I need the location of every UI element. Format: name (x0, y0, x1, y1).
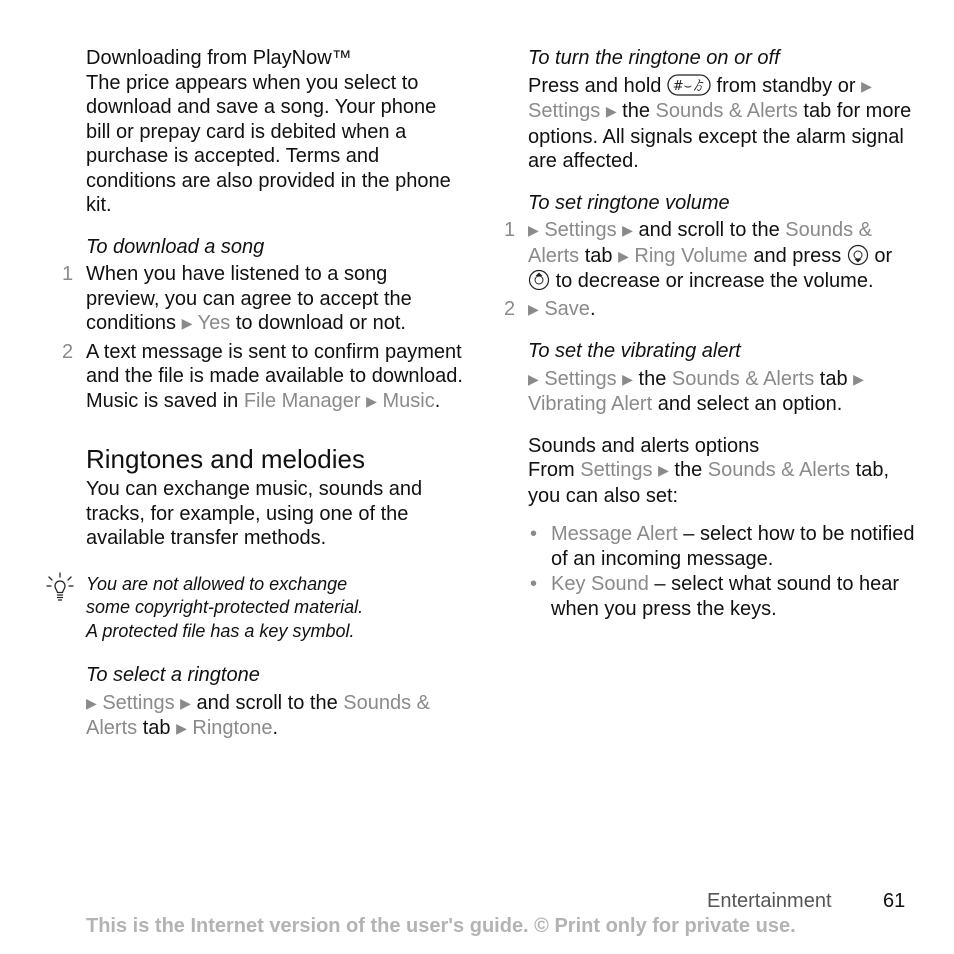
menu-item-save: Save (544, 297, 590, 320)
menu-arrow-icon: ▶ (622, 222, 633, 238)
punctuation: . (434, 389, 441, 412)
heading-ringtone-on-off: To turn the ringtone on or off (528, 47, 780, 69)
list-item (528, 572, 918, 621)
bullet-description: – select what sound to hear when you press the keys. (551, 573, 900, 620)
instruction-text: tab (584, 244, 613, 267)
menu-arrow-icon: ▶ (658, 462, 669, 478)
options-bullet-list (528, 522, 918, 621)
menu-item-sounds-alerts: Sounds & Alerts (655, 100, 798, 122)
menu-arrow-icon: ▶ (366, 392, 377, 409)
menu-item-settings: Settings (528, 100, 601, 122)
navigation-up-icon (528, 269, 550, 291)
heading-vibrating-alert: To set the vibrating alert (528, 340, 741, 362)
step-text: A text message is sent to confirm payment and the file is made available to download. Music is saved in (86, 340, 463, 412)
instruction-text: from standby or (716, 74, 856, 97)
menu-item-message-alert: Message Alert (551, 523, 678, 545)
menu-arrow-icon: ▶ (861, 77, 872, 94)
heading-download-song: To download a song (86, 235, 265, 258)
instruction-text: and select an option. (657, 393, 843, 415)
heading-select-ringtone: To select a ringtone (86, 664, 260, 686)
menu-item-file-manager: File Manager (243, 389, 361, 412)
heading-sounds-alerts-options: Sounds and alerts options (528, 434, 760, 457)
heading-ringtones-melodies: Ringtones and melodies (86, 444, 365, 474)
instruction-text: and scroll to the (196, 691, 338, 714)
right-column (504, 44, 918, 622)
menu-item-yes: Yes (197, 312, 231, 334)
ringtone-on-off-instructions (528, 74, 918, 174)
instruction-text: and press (753, 244, 842, 267)
instruction-text: From (528, 459, 575, 481)
menu-item-sounds-alerts: Sounds & Alerts (528, 219, 873, 267)
instruction-text: tab (819, 367, 848, 390)
instruction-text: Press and hold (528, 74, 662, 97)
list-item (528, 522, 918, 571)
left-column (62, 44, 466, 742)
instruction-text: tab, you can also set: (528, 459, 890, 507)
section-title-playnow: Downloading from PlayNow™ (86, 47, 352, 69)
step-text-tail: to download or not. (235, 312, 406, 334)
volume-step-1 (504, 218, 918, 294)
step-number: 2 (504, 297, 516, 320)
punctuation: . (272, 717, 279, 739)
instruction-text: tab (142, 717, 171, 739)
menu-item-settings: Settings (102, 691, 175, 714)
menu-arrow-icon: ▶ (528, 370, 539, 387)
menu-item-settings: Settings (544, 219, 617, 241)
footer-disclaimer: This is the Internet version of the user's guide. © Print only for private use. (86, 915, 796, 937)
tip-line-1: You are not allowed to exchange (86, 573, 348, 594)
volume-step-2 (504, 297, 918, 323)
menu-item-vibrating-alert: Vibrating Alert (528, 393, 653, 415)
bullet-icon: • (530, 573, 538, 595)
menu-arrow-icon: ▶ (176, 720, 187, 736)
instruction-text: tab for more options. All signals except the alarm signal are affected. (528, 100, 912, 172)
tip-line-2: some copyright-protected material. (86, 597, 364, 617)
lightbulb-tip-icon (46, 572, 74, 602)
punctuation: . (589, 297, 596, 320)
menu-item-sounds-alerts: Sounds & Alerts (707, 459, 851, 481)
page-number: 61 (883, 890, 906, 912)
menu-item-settings: Settings (544, 367, 617, 390)
instruction-text: or (874, 244, 893, 267)
menu-item-key-sound: Key Sound (551, 573, 649, 595)
menu-item-sounds-alerts: Sounds & Alerts (86, 691, 431, 739)
menu-item-settings: Settings (580, 459, 653, 481)
step-number: 1 (62, 263, 74, 285)
download-step-1 (62, 262, 466, 337)
footer-section-name: Entertainment (707, 890, 832, 912)
step-number: 2 (62, 340, 74, 363)
menu-item-music: Music (382, 389, 435, 412)
instruction-text: the (674, 459, 703, 481)
instruction-text: the (638, 367, 667, 390)
menu-arrow-icon: ▶ (605, 103, 617, 119)
tip-line-3: A protected file has a key symbol. (86, 620, 355, 641)
menu-arrow-icon: ▶ (622, 370, 633, 387)
instruction-text: to decrease or increase the volume. (555, 270, 874, 292)
sounds-alerts-options-intro (528, 458, 918, 508)
menu-arrow-icon: ▶ (618, 247, 629, 264)
select-ringtone-instructions (86, 691, 466, 742)
menu-arrow-icon: ▶ (528, 300, 539, 317)
menu-arrow-icon: ▶ (86, 694, 97, 711)
instruction-text: and scroll to the (638, 219, 780, 241)
bullet-icon: • (530, 523, 538, 545)
hash-key-icon (667, 74, 711, 96)
navigation-down-icon (847, 244, 869, 266)
menu-item-ring-volume: Ring Volume (634, 244, 748, 267)
ringtones-text: You can exchange music, sounds and tracks, for example, using one of the available transfer methods. (86, 478, 423, 549)
menu-item-sounds-alerts: Sounds & Alerts (671, 367, 815, 390)
menu-arrow-icon: ▶ (528, 222, 539, 238)
menu-arrow-icon: ▶ (853, 370, 864, 387)
heading-ringtone-volume: To set ringtone volume (528, 191, 730, 214)
menu-arrow-icon: ▶ (180, 694, 191, 711)
bullet-description: – select how to be notified of an incoming message. (551, 523, 915, 570)
tip-note (86, 573, 466, 644)
playnow-intro: The price appears when you select to download and save a song. Your phone bill or prepay card is debited when a purchase is accepted. Terms and conditions are also provided in the phone kit. (86, 71, 451, 216)
instruction-text: the (622, 100, 650, 122)
vibrating-alert-instructions (528, 367, 918, 417)
svg-text:#⌣ゟ: #⌣ゟ (672, 78, 706, 94)
menu-item-ringtone: Ringtone (192, 717, 273, 739)
step-number: 1 (504, 219, 516, 241)
step-text: When you have listened to a song preview, you can agree to accept the conditions (86, 263, 412, 334)
download-step-2 (62, 340, 466, 415)
menu-arrow-icon: ▶ (181, 315, 193, 331)
